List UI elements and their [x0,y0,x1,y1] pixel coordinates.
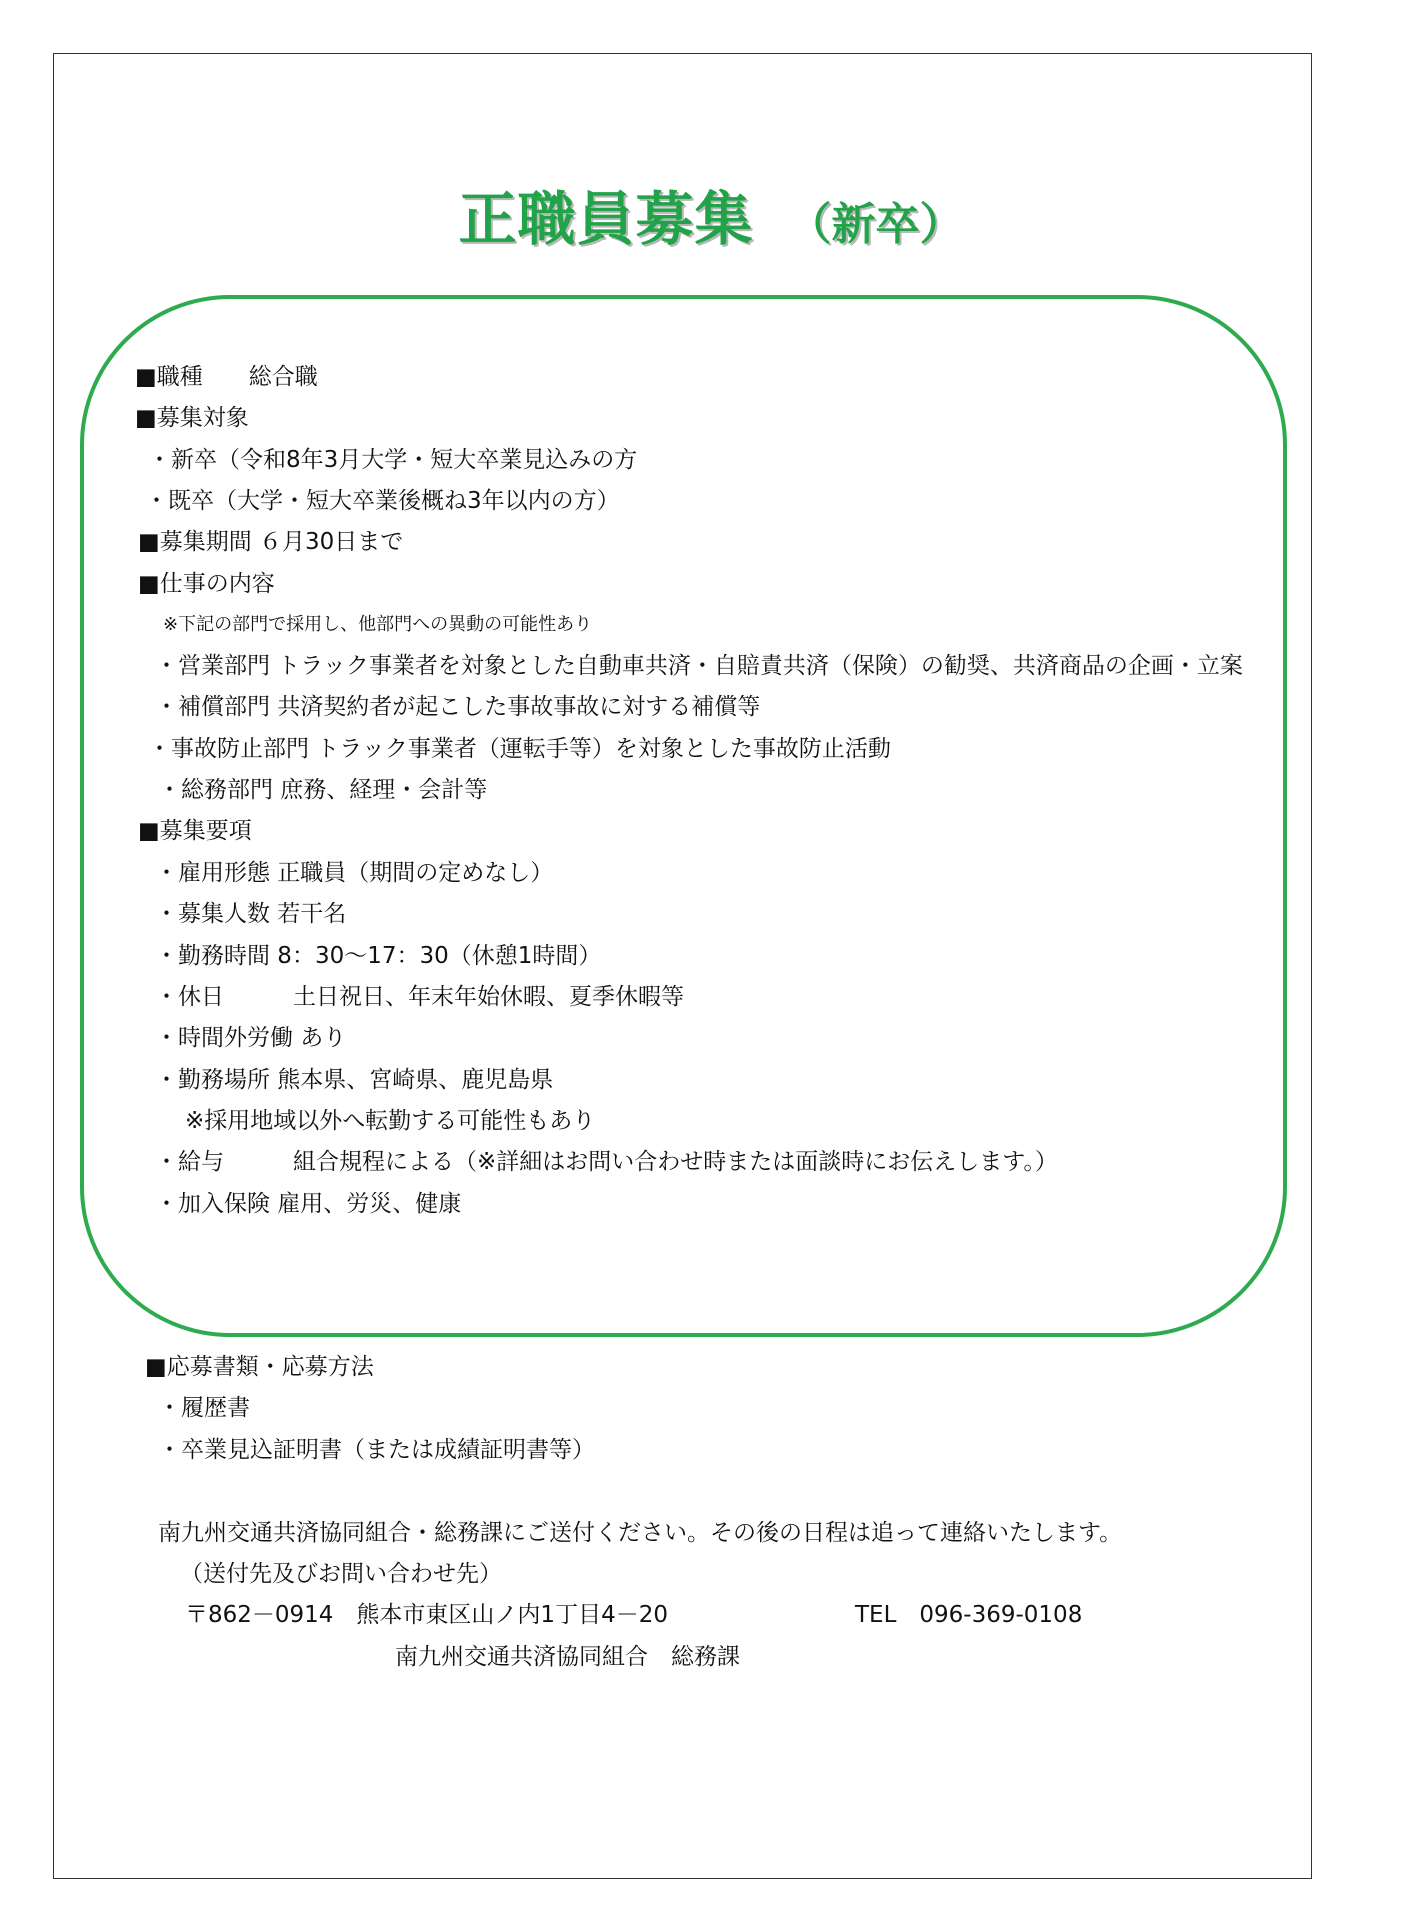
dept-sales: ・営業部門 トラック事業者を対象とした自動車共済・自賠責共済（保険）の勧奨、共済商品の企画・立案 [155,653,1243,679]
title-subtitle: （新卒） [787,199,964,250]
transfer-note: ※採用地域以外へ転勤する可能性もあり [185,1108,596,1134]
job-content-heading: ■仕事の内容 [138,571,275,597]
overtime: ・時間外労働 あり [155,1025,347,1051]
application-instruction: 南九州交通共済協同組合・総務課にご送付ください。その後の日程は追って連絡いたします。 [158,1520,1123,1546]
dept-accident-prevention: ・事故防止部門 トラック事業者（運転手等）を対象とした事故防止活動 [148,736,891,762]
job-content-note: ※下記の部門で採用し、他部門への異動の可能性あり [163,614,593,635]
work-location: ・勤務場所 熊本県、宮崎県、鹿児島県 [155,1067,554,1093]
dept-compensation: ・補償部門 共済契約者が起こした事故事故に対する補償等 [155,694,761,720]
headcount: ・募集人数 若干名 [155,901,347,927]
requirements-heading: ■募集要項 [138,818,252,844]
working-hours: ・勤務時間 8：30～17：30（休憩1時間） [155,943,602,969]
recruitment-period: ■募集期間 ６月30日まで [138,529,404,555]
target-past-graduates: ・既卒（大学・短大卒業後概ね3年以内の方） [145,488,620,514]
organization-name: 南九州交通共済協同組合 総務課 [395,1644,740,1670]
page-title [0,172,1422,256]
contact-label: （送付先及びお問い合わせ先） [180,1561,502,1587]
employment-type: ・雇用形態 正職員（期間の定めなし） [155,860,554,886]
salary: ・給与 組合規程による（※詳細はお問い合わせ時または面談時にお伝えします。） [155,1149,1058,1175]
application-item-certificate: ・卒業見込証明書（または成績証明書等） [158,1437,595,1463]
dept-general-affairs: ・総務部門 庶務、経理・会計等 [158,777,488,803]
target-new-graduates: ・新卒（令和8年3月大学・短大卒業見込みの方 [148,447,638,473]
application-item-resume: ・履歴書 [158,1395,250,1421]
postal-address: 〒862－0914 熊本市東区山ノ内1丁目4－20 [185,1602,668,1628]
application-heading: ■応募書類・応募方法 [145,1354,374,1380]
holidays: ・休日 土日祝日、年末年始休暇、夏季休暇等 [155,984,684,1010]
phone-number: TEL 096-369-0108 [855,1602,1083,1628]
title-main: 正職員募集 [458,185,754,253]
target-heading: ■募集対象 [135,405,249,431]
job-type-line: ■職種 総合職 [135,364,318,390]
insurance: ・加入保険 雇用、労災、健康 [155,1191,462,1217]
